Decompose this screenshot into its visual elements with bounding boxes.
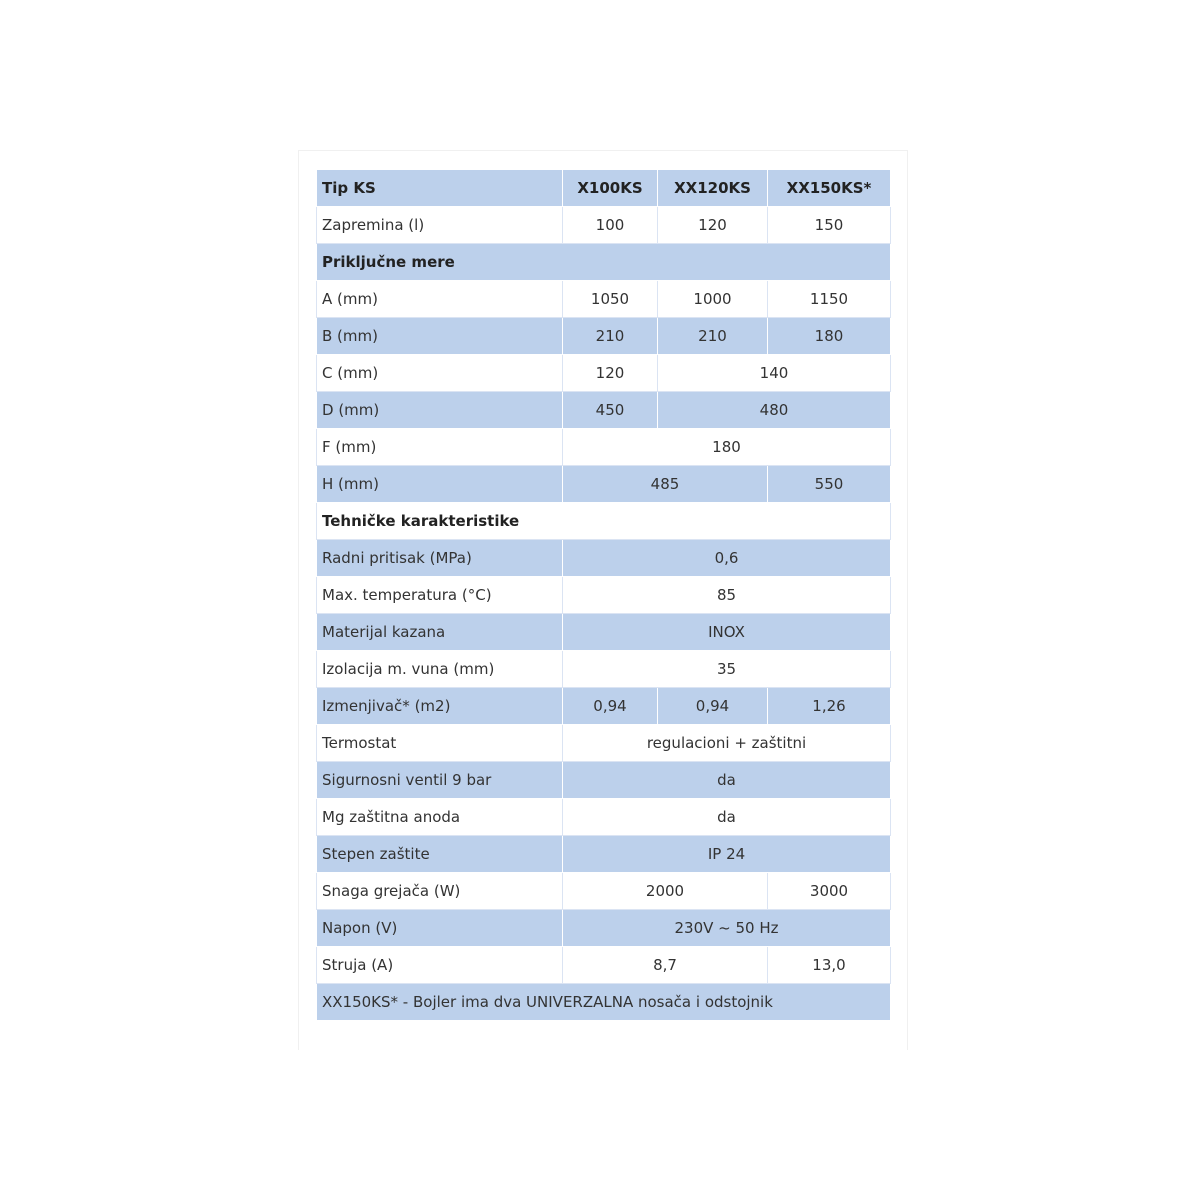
table-row [317,651,891,688]
cell-value: 0,94 [658,688,768,725]
section-header-row [317,244,891,281]
table-row [317,799,891,836]
cell-value: 180 [563,429,891,466]
table-row [317,466,891,503]
table-row [317,355,891,392]
table-row [317,614,891,651]
row-label: Sigurnosni ventil 9 bar [317,762,563,799]
section-header-row [317,503,891,540]
section-title: Tehničke karakteristike [317,503,891,540]
cell-value: 120 [658,207,768,244]
cell-value: 35 [563,651,891,688]
table-row [317,281,891,318]
cell-value: 230V ~ 50 Hz [563,910,891,947]
table-row [317,318,891,355]
row-label: Izmenjivač* (m2) [317,688,563,725]
cell-value: 1000 [658,281,768,318]
row-label: Termostat [317,725,563,762]
row-label: Stepen zaštite [317,836,563,873]
table-row [317,540,891,577]
cell-value: 3000 [768,873,891,910]
row-label: B (mm) [317,318,563,355]
cell-value: 210 [658,318,768,355]
cell-value: 0,6 [563,540,891,577]
row-label: A (mm) [317,281,563,318]
cell-value: 1150 [768,281,891,318]
cell-value: 180 [768,318,891,355]
table-row [317,577,891,614]
table-row [317,392,891,429]
section-title: Priključne mere [317,244,891,281]
model-x100ks: X100KS [563,170,658,207]
cell-value: 120 [563,355,658,392]
cell-value: 1050 [563,281,658,318]
row-label: Napon (V) [317,910,563,947]
row-label: C (mm) [317,355,563,392]
table-header-row [317,170,891,207]
table-row [317,688,891,725]
model-xx150ks: XX150KS* [768,170,891,207]
cell-value: 8,7 [563,947,768,984]
row-label: F (mm) [317,429,563,466]
cell-value: 100 [563,207,658,244]
table-row [317,910,891,947]
table-row [317,725,891,762]
table-row [317,429,891,466]
cell-value: INOX [563,614,891,651]
cell-value: 480 [658,392,891,429]
specifications-table [316,169,891,1021]
cell-value: 450 [563,392,658,429]
row-label: H (mm) [317,466,563,503]
row-label: Mg zaštitna anoda [317,799,563,836]
row-label: Snaga grejača (W) [317,873,563,910]
table-row [317,836,891,873]
footnote: XX150KS* - Bojler ima dva UNIVERZALNA nosača i odstojnik [317,984,891,1021]
cell-value: 485 [563,466,768,503]
row-label: Materijal kazana [317,614,563,651]
cell-value: 85 [563,577,891,614]
cell-value: 550 [768,466,891,503]
row-label: Struja (A) [317,947,563,984]
row-label: Izolacija m. vuna (mm) [317,651,563,688]
header-label: Tip KS [317,170,563,207]
row-label: Max. temperatura (°C) [317,577,563,614]
cell-value: 150 [768,207,891,244]
cell-value: da [563,799,891,836]
cell-value: IP 24 [563,836,891,873]
cell-value: 0,94 [563,688,658,725]
cell-value: 140 [658,355,891,392]
table-row [317,947,891,984]
table-row [317,873,891,910]
cell-value: 2000 [563,873,768,910]
row-label: Radni pritisak (MPa) [317,540,563,577]
table-row [317,207,891,244]
row-label: D (mm) [317,392,563,429]
model-xx120ks: XX120KS [658,170,768,207]
cell-value: regulacioni + zaštitni [563,725,891,762]
cell-value: 13,0 [768,947,891,984]
cell-value: 1,26 [768,688,891,725]
footnote-row [317,984,891,1021]
cell-value: 210 [563,318,658,355]
table-row [317,762,891,799]
row-label: Zapremina (l) [317,207,563,244]
cell-value: da [563,762,891,799]
